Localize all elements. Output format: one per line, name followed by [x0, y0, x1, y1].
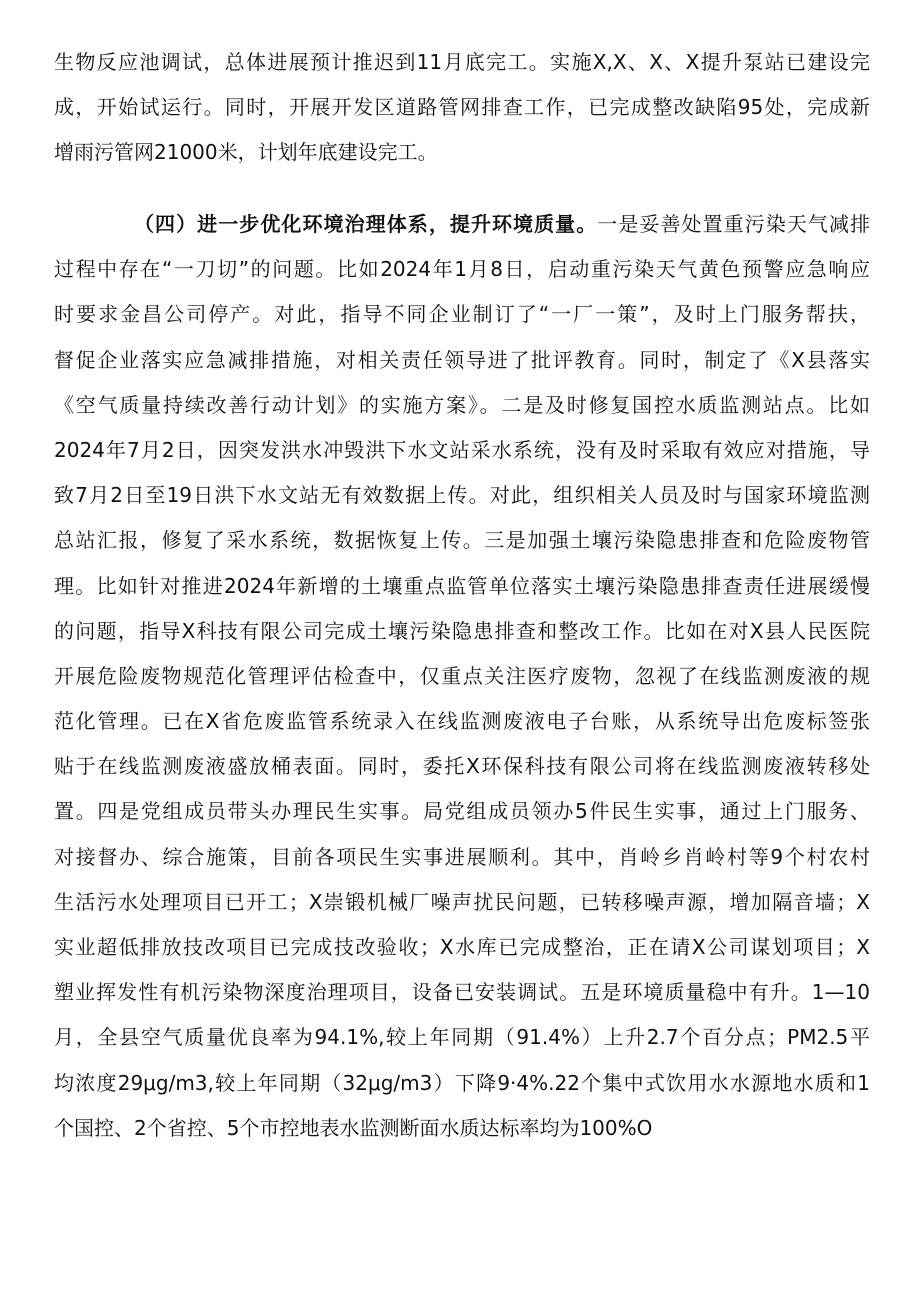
paragraph-2-line: 生活污水处理项目已开工；X崇锻机械厂噪声扰民问题，已转移噪声源，增加隔音墙；X — [54, 889, 870, 914]
paragraph-2-line: 时要求金昌公司停产。对此，指导不同企业制订了“一厂一策”，及时上门服务帮扶， — [54, 302, 870, 327]
section-heading: （四）进一步优化环境治理体系，提升环境质量。 — [134, 212, 598, 236]
paragraph-2-line: 2024年7月2日，因突发洪水冲毁洪下水文站采水系统，没有及时采取有效应对措施，导 — [54, 437, 870, 462]
paragraph-2-line: 塑业挥发性有机污染物深度治理项目，设备已安装调试。五是环境质量稳中有升。1—10 — [54, 980, 870, 1005]
paragraph-2-line: 实业超低排放技改项目已完成技改验收；X水库已完成整治，正在请X公司谋划项目；X — [54, 935, 870, 959]
paragraph-2-line: 贴于在线监测废液盛放桶表面。同时，委托X环保科技有限公司将在线监测废液转移处 — [54, 754, 870, 779]
paragraph-2-line: 致7月2日至19日洪下水文站无有效数据上传。对此，组织相关人员及时与国家环境监测 — [54, 483, 870, 508]
paragraph-2-line: 过程中存在“一刀切”的问题。比如2024年1月8日，启动重污染天气黄色预警应急响应 — [54, 257, 870, 282]
paragraph-2-line: 个国控、2个省控、5个市控地表水监测断面水质达标率均为100%O — [54, 1115, 653, 1140]
paragraph-2-first-line — [54, 202, 870, 247]
paragraph-2-line: 月，全县空气质量优良率为94.1%,较上年同期（91.4%）上升2.7个百分点；PM2.5平 — [54, 1025, 870, 1050]
paragraph-2-line: 督促企业落实应急减排措施，对相关责任领导进了批评教育。同时，制定了《X县落实 — [54, 347, 870, 372]
paragraph-1-line: 增雨污管网21000米，计划年底建设完工。 — [54, 140, 438, 165]
paragraph-2-line: 总站汇报，修复了采水系统，数据恢复上传。三是加强土壤污染隐患排查和危险废物管 — [54, 528, 870, 553]
paragraph-2-line: 理。比如针对推进2024年新增的土壤重点监管单位落实土壤污染隐患排查责任进展缓慢 — [54, 573, 870, 598]
paragraph-2-line: 的问题，指导X科技有限公司完成土壤污染隐患排查和整改工作。比如在对X县人民医院 — [54, 618, 870, 643]
paragraph-2-line: 置。四是党组成员带头办理民生实事。局党组成员领办5件民生实事，通过上门服务、 — [54, 799, 870, 824]
paragraph-1-line: 生物反应池调试，总体进展预计推迟到11月底完工。实施X,X、X、X提升泵站已建设完 — [54, 50, 870, 74]
paragraph-2-line: 开展危险废物规范化管理评估检查中，仅重点关注医疗废物，忽视了在线监测废液的规 — [54, 663, 870, 688]
paragraph-1-line: 成，开始试运行。同时，开展开发区道路管网排查工作，已完成整改缺陷95处，完成新 — [54, 95, 870, 120]
paragraph-2-line: 范化管理。已在X省危废监管系统录入在线监测废液电子台账，从系统导出危废标签张 — [54, 709, 870, 734]
paragraph-2-line: 《空气质量持续改善行动计划》的实施方案》。二是及时修复国控水质监测站点。比如 — [54, 392, 870, 417]
paragraph-2-first-line-text: 一是妥善处置重污染天气减排 — [597, 212, 871, 236]
paragraph-1 — [54, 40, 870, 176]
paragraph-2-line: 均浓度29μg/m3,较上年同期（32μg/m3）下降9·4%.22个集中式饮用水水源地水质和1 — [54, 1070, 870, 1095]
paragraph-2 — [54, 202, 870, 1151]
paragraph-2-line: 对接督办、综合施策，目前各项民生实事进展顺利。其中，肖岭乡肖岭村等9个村农村 — [54, 844, 870, 869]
